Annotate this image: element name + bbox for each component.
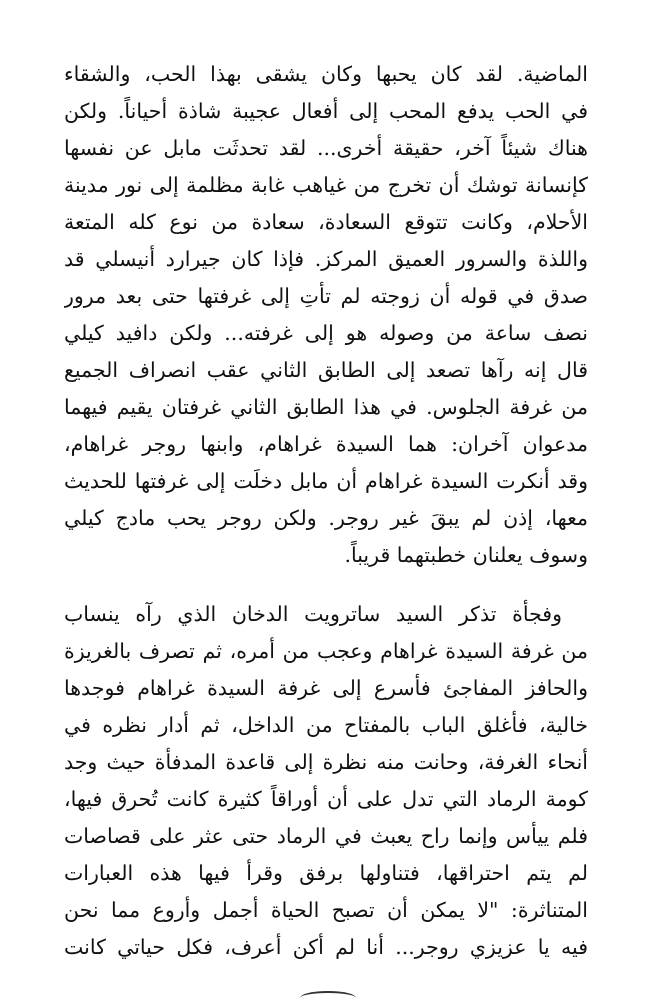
text-line: واللذة والسرور العميق المركز. فإذا كان جيرارد أنيسلي قد [64,247,588,271]
text-line: صدق في قوله أن زوجته لم تأتِ إلى غرفتها حتى بعد مرور [64,284,588,308]
text-line: والحافز المفاجئ فأسرع إلى غرفة السيدة غراهام فوجدها [64,676,588,700]
text-line: لم يتم احتراقها، فتناولها برفق وقرأ فيها هذه العبارات [64,861,588,885]
text-line-last: وسوف يعلنان خطبتهما قريباً. [344,543,588,567]
text-line: فيه يا عزيزي روجر... أنا لم أكن أعرف، فكل حياتي كانت [64,935,588,959]
text-line: هناك شيئاً آخر، حقيقة أخرى... لقد تحدثَت مابل عن نفسها [64,136,588,160]
text-line: من غرفة السيدة غراهام وعجب من أمره، ثم تصرف بالغريزة [64,639,588,663]
text-line: كإنسانة توشك أن تخرج من غياهب غابة مظلمة إلى نور مدينة [64,173,588,197]
text-line: أنحاء الغرفة، وحانت منه نظرة إلى قاعدة المدفأة حيث وجد [64,750,588,774]
text-line: المتناثرة: "لا يمكن أن تصبح الحياة أجمل وأروع مما نحن [64,898,588,922]
text-line: خالية، فأغلق الباب بالمفتاح من الداخل، ثم أدار نظره في [64,713,588,737]
text-line: الماضية. لقد كان يحبها وكان يشقى بهذا الحب، والشقاء [64,62,588,86]
text-line: معها، إذن لم يبقَ غير روجر. ولكن روجر يحب مادج كيلي [64,506,588,530]
paragraph-spacer [64,574,588,596]
text-line-indented: وفجأة تذكر السيد ساترويت الدخان الذي رآه ينساب [64,602,562,626]
text-line: كومة الرماد التي تدل على أن أوراقاً كثيرة كانت تُحرق فيها، [64,787,588,811]
text-line: فلم ييأس وإنما راح يعبث في الرماد حتى عثر على قصاصات [64,824,588,848]
text-line: في الحب يدفع المحب إلى أفعال عجيبة شاذة أحياناً. ولكن [64,99,588,123]
text-line: من غرفة الجلوس. في هذا الطابق الثاني غرفتان يقيم فيهما [64,395,588,419]
text-line: الأحلام، وكانت تتوقع السعادة، سعادة من نوع كله المتعة [64,210,588,234]
text-line: مدعوان آخران: هما السيدة غراهام، وابنها روجر غراهام، [64,432,588,456]
page-number-fragment [300,991,356,1005]
text-line: قال إنه رآها تصعد إلى الطابق الثاني عقب انصراف الجميع [64,358,588,382]
paragraph-1 [64,56,588,574]
book-page [64,56,588,966]
text-line: وقد أنكرت السيدة غراهام أن مابل دخلَت إلى غرفتها للحديث [64,469,588,493]
text-line: نصف ساعة من وصوله هو إلى غرفته... ولكن دافيد كيلي [64,321,588,345]
paragraph-2 [64,596,588,966]
